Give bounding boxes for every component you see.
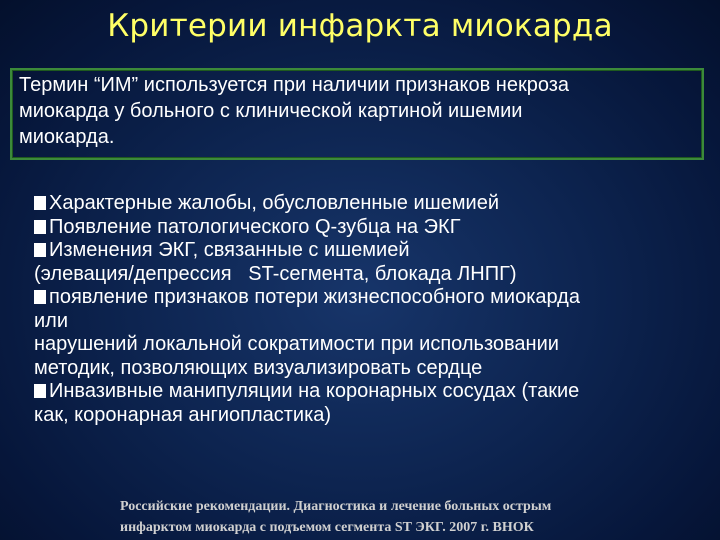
square-bullet-icon bbox=[34, 384, 46, 398]
criteria-text: как, коронарная ангиопластика) bbox=[34, 403, 332, 426]
square-bullet-icon bbox=[34, 243, 46, 257]
criteria-line-2 bbox=[34, 239, 704, 263]
criteria-text: нарушений локальной сократимости при использовании bbox=[34, 333, 559, 355]
criteria-text: или bbox=[34, 309, 69, 332]
source-citation bbox=[120, 496, 710, 538]
definition-line: миокарда. bbox=[19, 126, 115, 148]
source-line: Российские рекомендации. Диагностика и лечение больных острым bbox=[120, 499, 552, 514]
criteria-line-4 bbox=[34, 286, 704, 310]
criteria-line-8 bbox=[34, 380, 704, 404]
criteria-text: Появление патологического Q-зубца на ЭКГ bbox=[49, 215, 461, 238]
definition-text bbox=[19, 72, 699, 150]
criteria-line-7 bbox=[34, 357, 704, 381]
criteria-line-3 bbox=[34, 263, 704, 287]
criteria-text: Изменения ЭКГ, связанные с ишемией bbox=[49, 239, 410, 261]
criteria-text: (элевация/депрессия ST-сегмента, блокада ЛНПГ) bbox=[34, 262, 517, 285]
criteria-line-0 bbox=[34, 192, 704, 216]
criteria-text: методик, позволяющих визуализировать сердце bbox=[34, 356, 483, 379]
criteria-line-6 bbox=[34, 333, 704, 357]
criteria-line-9 bbox=[34, 404, 704, 428]
definition-line: миокарда у больного с клинической картиной ишемии bbox=[19, 100, 523, 122]
criteria-text: Характерные жалобы, обусловленные ишемией bbox=[49, 192, 500, 214]
definition-line: Термин “ИМ” используется при наличии признаков некроза bbox=[19, 74, 570, 96]
criteria-line-5 bbox=[34, 310, 704, 334]
source-line: инфарктом миокарда с подъемом сегмента ST ЭКГ. 2007 г. ВНОК bbox=[120, 520, 534, 535]
square-bullet-icon bbox=[34, 196, 46, 210]
square-bullet-icon bbox=[34, 290, 46, 304]
criteria-line-1 bbox=[34, 216, 704, 240]
square-bullet-icon bbox=[34, 220, 46, 234]
slide-title: Критерии инфаркта миокарда bbox=[107, 8, 613, 44]
criteria-text: Инвазивные манипуляции на коронарных сосудах (такие bbox=[49, 380, 580, 402]
criteria-text: появление признаков потери жизнеспособного миокарда bbox=[49, 286, 580, 308]
criteria-list bbox=[34, 192, 704, 427]
